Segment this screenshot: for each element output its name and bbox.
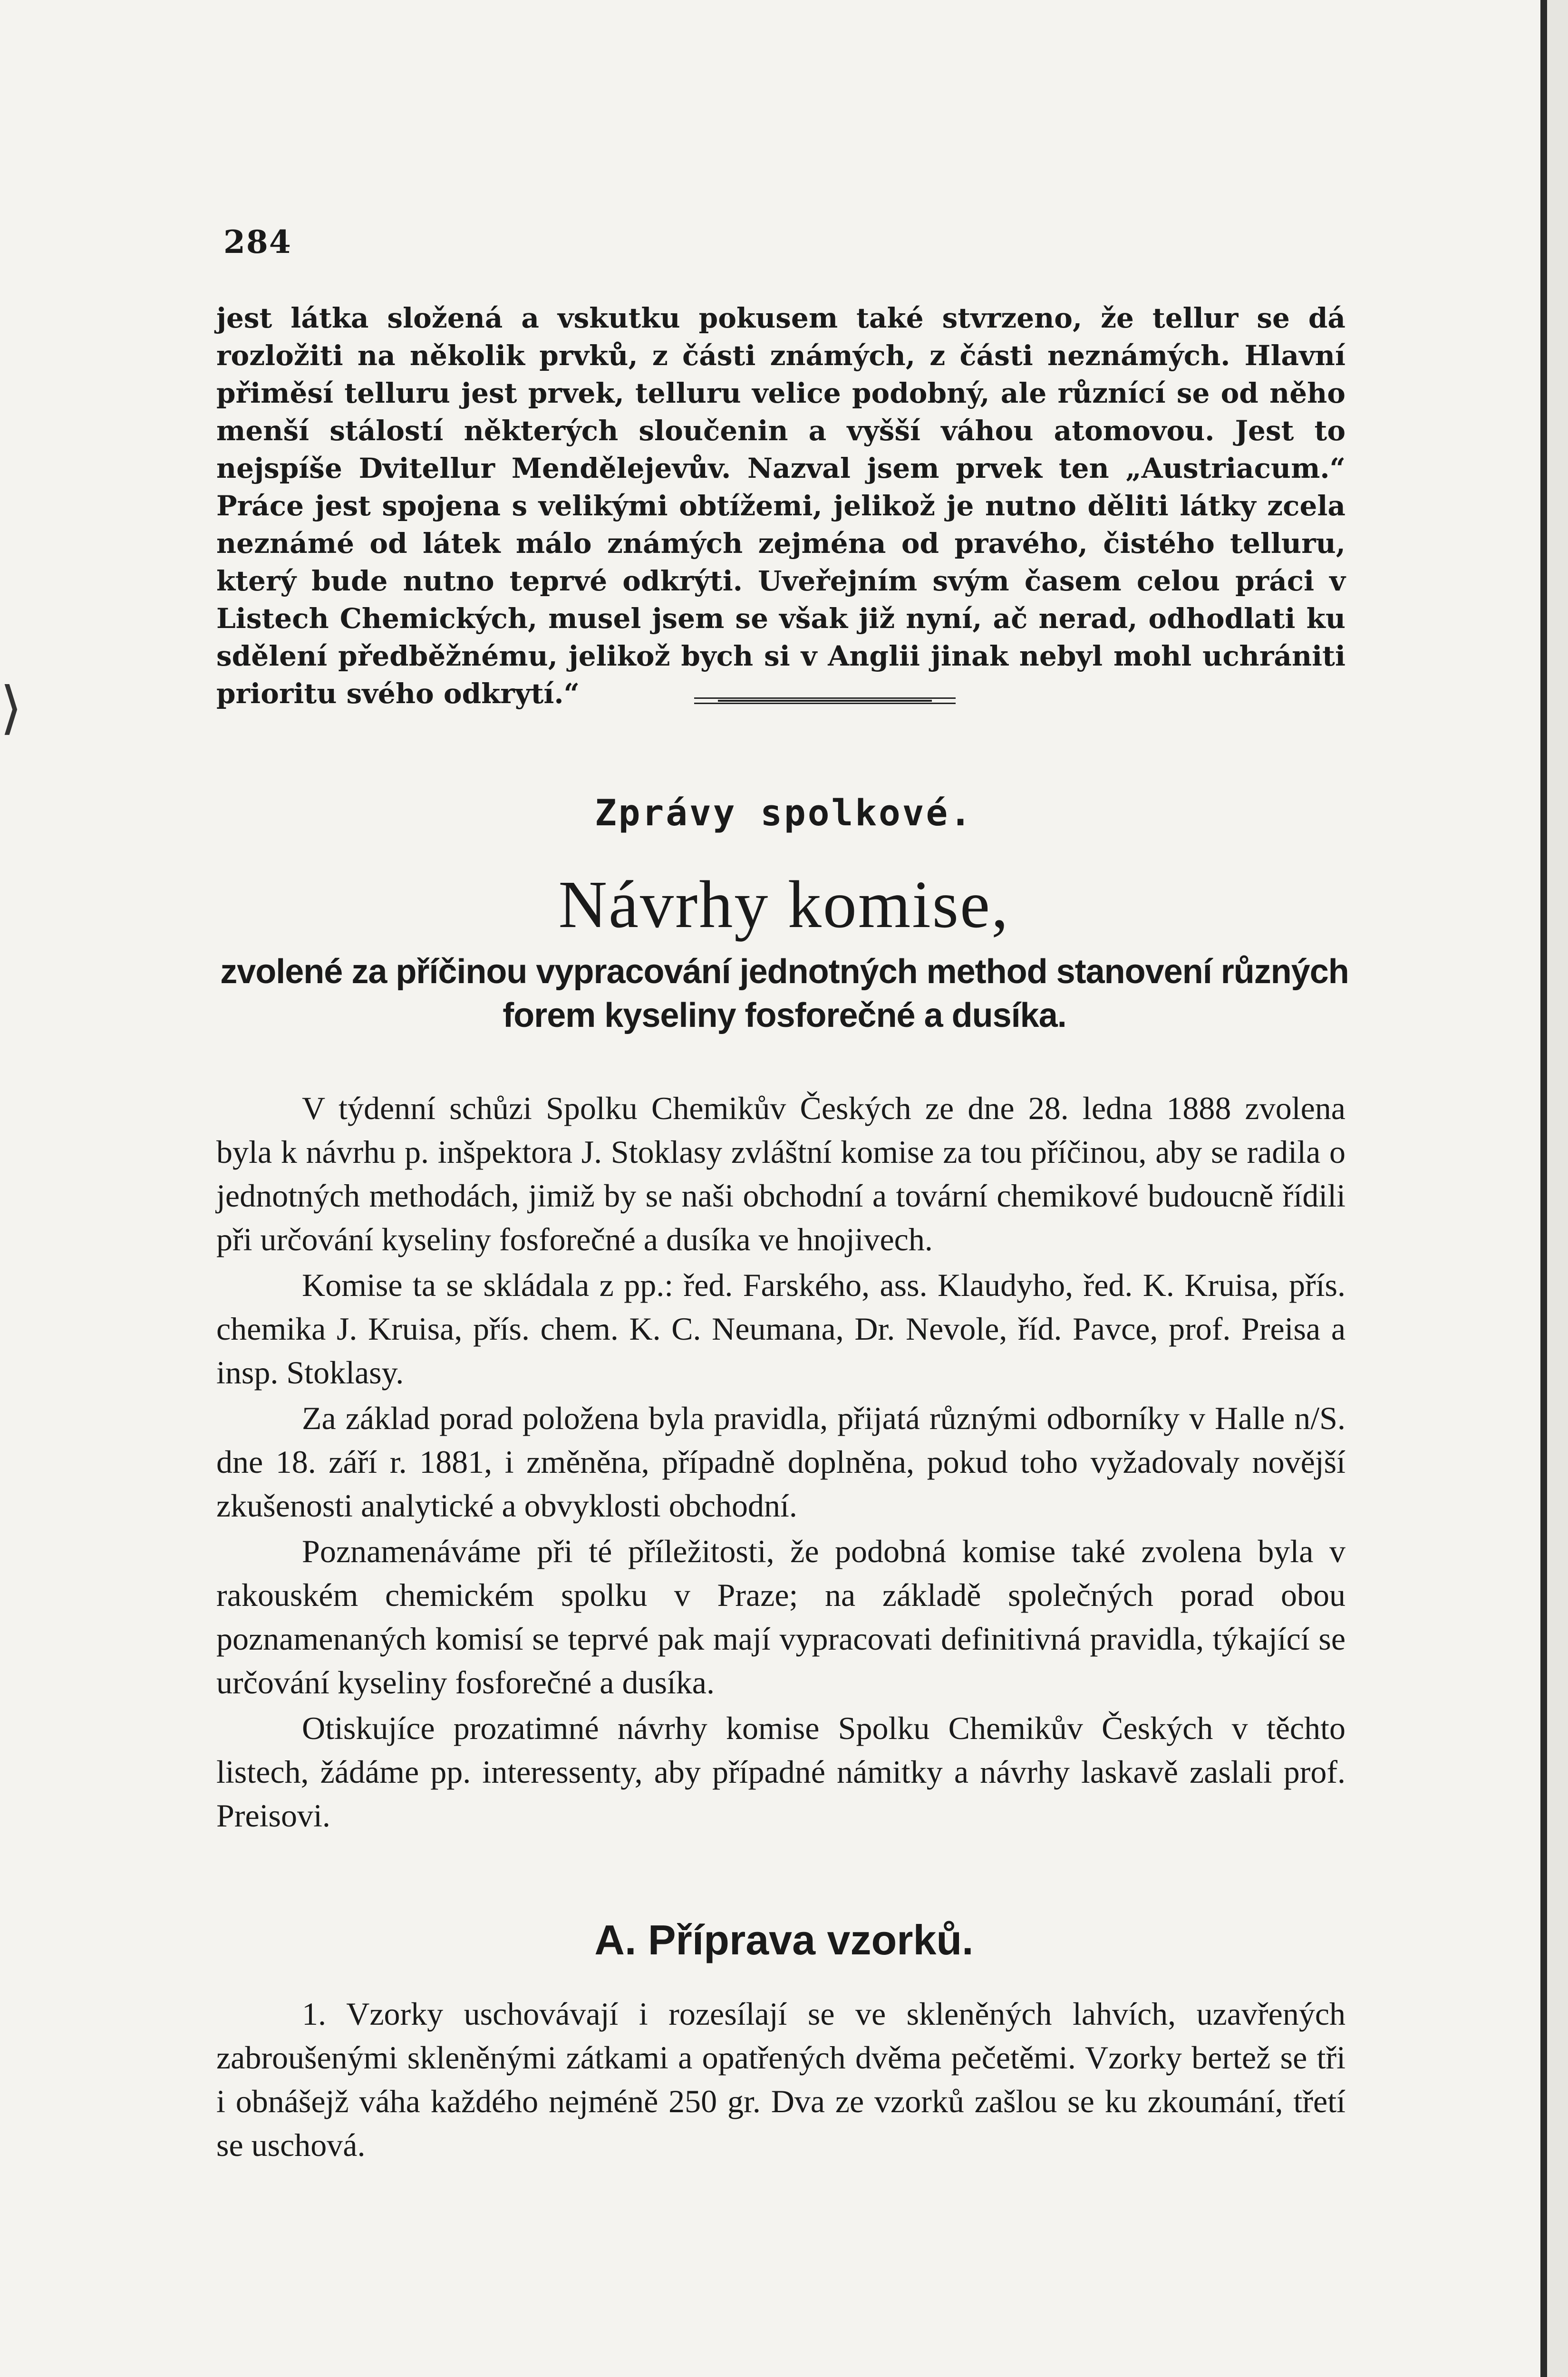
section-a-heading: A. Příprava vzorků. — [594, 1916, 974, 1963]
paragraph-5: Otiskujíce prozatimné návrhy komise Spolku Chemikův Českých v těchto listech, žádáme pp. interessenty, aby případné námitky a návrhy laskavě zaslali prof. Preisovi. — [216, 1710, 1345, 1834]
paragraph-2: Komise ta se skládala z pp.: řed. Farského, ass. Klaudyho, řed. K. Kruisa, přís. chemika J. Kruisa, přís. chem. K. C. Neumana, Dr. Nevole, říd. Pavce, prof. Preisa a insp. Stoklasy. — [216, 1267, 1345, 1391]
section-divider — [694, 696, 956, 705]
paragraph-1: V týdenní schůzi Spolku Chemikův Českých ze dne 28. ledna 1888 zvolena byla k návrhu p. inšpektora J. Stoklasy zvláštní komise za tou příčinou, aby se radila o jednotných methodách, jimiž by se naši obchodní a tovární chemikové budoucně řídili při určování kyseliny fosforečné a dusíka ve hnojivech. — [216, 1090, 1345, 1257]
page-number: 284 — [223, 223, 292, 261]
paragraph-4: Poznamenáváme při té příležitosti, že podobná komise také zvolena byla v rakouském chemickém spolku v Praze; na základě společných porad obou poznamenaných komisí se teprvé pak mají vypracovati definitivná pravidla, týkající se určování kyseliny fosforečné a dusíka. — [216, 1533, 1345, 1701]
page-margin — [1547, 0, 1568, 2377]
previous-article-paragraph: jest látka složená a vskutku pokusem také stvrzeno, že tellur se dá rozložiti na několik prvků, z části známých, z části neznámých. Hlavní přiměsí telluru jest prvek, telluru velice podobný, ale různící se od něho menší stálostí některých sloučenin a vyšší váhou atomovou. Jest to nejspíše Dvitellur Mendělejevův. Nazval jsem prvek ten „Austriacum.“ Práce jest spojena s velikými obtížemi, jelikož je nutno děliti látky zcela neznámé od látek málo známých zejména od pravého, čistého telluru, který bude nutno teprvé odkrýti. Uveřejním svým časem celou práci v Listech Chemických, musel jsem se však již nyní, ač nerad, odhodlati ku sdělení předběžnému, jelikož bych si v Anglii jinak nebyl mohl uchrániti prioritu svého odkrytí.“ — [216, 302, 1345, 710]
article-title: Návrhy komise, — [558, 867, 1010, 942]
point-1-block — [216, 1992, 1345, 2167]
point-1-text: 1. Vzorky uschovávají i rozesílají se ve skleněných lahvích, uzavřených zabroušenými skleněnými zátkami a opatřených dvěma pečetěmi. Vzorky bertež se tři i obnášejž váha každého nejméně 250 gr. Dva ze vzorků zašlou se ku zkoumání, třetí se uschová. — [216, 1996, 1345, 2163]
section-tag: Zprávy spolkové. — [594, 792, 974, 834]
article-subtitle: zvolené za příčinou vypracování jednotných method stanovení různých forem kyseliny fosforečné a dusíka. — [220, 953, 1349, 1034]
margin-mark-decoration: ⟩ — [0, 675, 22, 741]
previous-article-text — [216, 300, 1345, 713]
page-edge — [1540, 0, 1547, 2377]
paragraph-3: Za základ porad položena byla pravidla, přijatá různými odborníky v Halle n/S. dne 18. září r. 1881, i změněna, případně doplněna, pokud toho vyžadovaly novější zkušenosti analytické a obvyklosti obchodní. — [216, 1400, 1345, 1524]
article-body — [216, 1086, 1345, 1837]
